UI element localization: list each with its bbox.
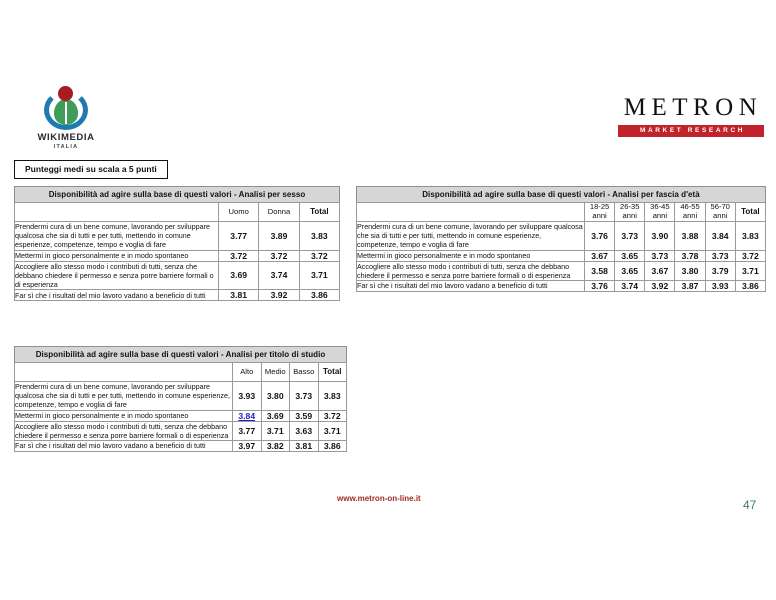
column-header-18-25-anni: 18-25 anni xyxy=(585,203,615,222)
data-table xyxy=(14,362,347,452)
table-title: Disponibilità ad agire sulla base di questi valori - Analisi per fascia d'età xyxy=(356,186,766,202)
data-cell: 3.89 xyxy=(259,222,299,251)
metron-wordmark: METRON xyxy=(623,94,763,121)
wikimedia-italia-logo xyxy=(30,86,102,148)
data-cell: 3.90 xyxy=(645,222,675,251)
data-table xyxy=(356,202,766,292)
row-label: Prendermi cura di un bene comune, lavorando per sviluppare qualcosa che sia di tutti e per tutti, mettendo in comune esperienze, competenze, tempo e voglia di fare xyxy=(15,222,219,251)
data-cell: 3.87 xyxy=(675,281,705,292)
table-row xyxy=(357,281,766,292)
data-cell: 3.72 xyxy=(259,250,299,261)
column-header-total: Total xyxy=(318,363,347,382)
row-label: Far sì che i risultati del mio lavoro vadano a beneficio di tutti xyxy=(15,290,219,301)
data-cell: 3.97 xyxy=(233,441,262,452)
data-cell: 3.65 xyxy=(615,250,645,261)
data-cell: 3.93 xyxy=(705,281,735,292)
data-cell: 3.83 xyxy=(299,222,339,251)
data-cell: 3.84 xyxy=(705,222,735,251)
column-header-medio: Medio xyxy=(261,363,290,382)
row-label: Accogliere allo stesso modo i contributi di tutti, senza che debbano chiedere il permesso e senza porre barriere formali o di esperienza xyxy=(15,261,219,290)
data-cell: 3.76 xyxy=(585,222,615,251)
data-cell: 3.72 xyxy=(735,250,765,261)
column-header-basso: Basso xyxy=(290,363,319,382)
data-cell: 3.63 xyxy=(290,421,319,440)
data-cell: 3.86 xyxy=(735,281,765,292)
data-table xyxy=(14,202,340,301)
data-cell: 3.74 xyxy=(615,281,645,292)
data-cell: 3.81 xyxy=(290,441,319,452)
table-corner-cell xyxy=(15,363,233,382)
data-cell: 3.73 xyxy=(645,250,675,261)
table-card-eta xyxy=(356,186,766,292)
footer-website-url[interactable]: www.metron-on-line.it xyxy=(337,494,421,503)
table-header-row xyxy=(15,203,340,222)
column-header-56-70-anni: 56-70 anni xyxy=(705,203,735,222)
row-label: Accogliere allo stesso modo i contributi di tutti, senza che debbano chiedere il permesso e senza porre barriere formali o di esperienza xyxy=(15,421,233,440)
table-row xyxy=(15,290,340,301)
row-label: Accogliere allo stesso modo i contributi di tutti, senza che debbano chiedere il permesso e senza porre barriere formali o di esperienza xyxy=(357,261,585,280)
table-row xyxy=(357,261,766,280)
table-corner-cell xyxy=(15,203,219,222)
page-number: 47 xyxy=(743,498,757,512)
metron-tagline-band: MARKET RESEARCH xyxy=(618,125,764,137)
data-cell: 3.59 xyxy=(290,410,319,421)
score-scale-note: Punteggi medi su scala a 5 punti xyxy=(14,160,168,179)
data-cell: 3.83 xyxy=(318,382,347,411)
wikimedia-logo-mark xyxy=(38,86,94,130)
wikimedia-wordmark: WIKIMEDIA xyxy=(37,132,95,143)
data-cell: 3.71 xyxy=(318,421,347,440)
data-cell: 3.65 xyxy=(615,261,645,280)
table-header-row xyxy=(15,363,347,382)
data-cell: 3.76 xyxy=(585,281,615,292)
wikimedia-dot-icon xyxy=(58,86,73,101)
data-cell: 3.71 xyxy=(299,261,339,290)
row-label: Prendermi cura di un bene comune, lavorando per sviluppare qualcosa che sia di tutti e per tutti, mettendo in comune esperienze, competenze, tempo e voglia di fare xyxy=(15,382,233,411)
column-header-donna: Donna xyxy=(259,203,299,222)
data-cell: 3.92 xyxy=(645,281,675,292)
table-card-studio xyxy=(14,346,347,452)
table-title: Disponibilità ad agire sulla base di questi valori - Analisi per sesso xyxy=(14,186,340,202)
data-cell: 3.71 xyxy=(735,261,765,280)
table-row xyxy=(15,410,347,421)
table-header-row xyxy=(357,203,766,222)
column-header-total: Total xyxy=(299,203,339,222)
row-label: Prendermi cura di un bene comune, lavorando per sviluppare qualcosa che sia di tutti e per tutti, mettendo in comune esperienze, competenze, tempo e voglia di fare xyxy=(357,222,583,250)
column-header-46-55-anni: 46-55 anni xyxy=(675,203,705,222)
data-cell: 3.77 xyxy=(219,222,259,251)
row-label: Far sì che i risultati del mio lavoro vadano a beneficio di tutti xyxy=(357,281,585,292)
data-cell: 3.73 xyxy=(615,222,645,251)
data-cell: 3.88 xyxy=(675,222,705,251)
data-cell: 3.72 xyxy=(299,250,339,261)
table-row xyxy=(15,261,340,290)
metron-logo xyxy=(618,95,764,137)
data-cell: 3.69 xyxy=(219,261,259,290)
table-row xyxy=(15,441,347,452)
data-cell: 3.81 xyxy=(219,290,259,301)
data-cell: 3.83 xyxy=(735,222,765,251)
column-header-26-35-anni: 26-35 anni xyxy=(615,203,645,222)
data-cell: 3.80 xyxy=(675,261,705,280)
data-cell: 3.67 xyxy=(645,261,675,280)
wikimedia-subtitle: ITALIA xyxy=(53,144,79,150)
table-row xyxy=(15,382,347,411)
data-cell: 3.72 xyxy=(318,410,347,421)
data-cell: 3.58 xyxy=(585,261,615,280)
row-label: Mettermi in gioco personalmente e in modo spontaneo xyxy=(15,250,219,261)
table-card-sesso xyxy=(14,186,340,301)
data-cell: 3.72 xyxy=(219,250,259,261)
data-cell: 3.86 xyxy=(318,441,347,452)
data-cell: 3.86 xyxy=(299,290,339,301)
table-row xyxy=(357,250,766,261)
table-row xyxy=(15,222,340,251)
wikimedia-leaf-stem xyxy=(65,102,67,124)
table-row xyxy=(357,222,766,251)
data-cell: 3.78 xyxy=(675,250,705,261)
data-cell: 3.79 xyxy=(705,261,735,280)
data-cell: 3.82 xyxy=(261,441,290,452)
column-header-36-45-anni: 36-45 anni xyxy=(645,203,675,222)
data-cell: 3.93 xyxy=(233,382,262,411)
table-row xyxy=(15,421,347,440)
table-row xyxy=(15,250,340,261)
data-cell: 3.73 xyxy=(290,382,319,411)
table-title: Disponibilità ad agire sulla base di questi valori - Analisi per titolo di studio xyxy=(14,346,347,362)
data-cell: 3.74 xyxy=(259,261,299,290)
data-cell: 3.92 xyxy=(259,290,299,301)
data-cell: 3.69 xyxy=(261,410,290,421)
data-cell: 3.67 xyxy=(585,250,615,261)
data-cell: 3.80 xyxy=(261,382,290,411)
row-label: Mettermi in gioco personalmente e in modo spontaneo xyxy=(15,410,233,421)
data-cell: 3.77 xyxy=(233,421,262,440)
data-cell-highlighted[interactable]: 3.84 xyxy=(233,410,262,421)
data-cell: 3.71 xyxy=(261,421,290,440)
table-corner-cell xyxy=(357,203,585,222)
data-cell: 3.73 xyxy=(705,250,735,261)
row-label: Mettermi in gioco personalmente e in modo spontaneo xyxy=(357,250,585,261)
column-header-uomo: Uomo xyxy=(219,203,259,222)
row-label: Far sì che i risultati del mio lavoro vadano a beneficio di tutti xyxy=(15,441,233,452)
column-header-total: Total xyxy=(735,203,765,222)
column-header-alto: Alto xyxy=(233,363,262,382)
